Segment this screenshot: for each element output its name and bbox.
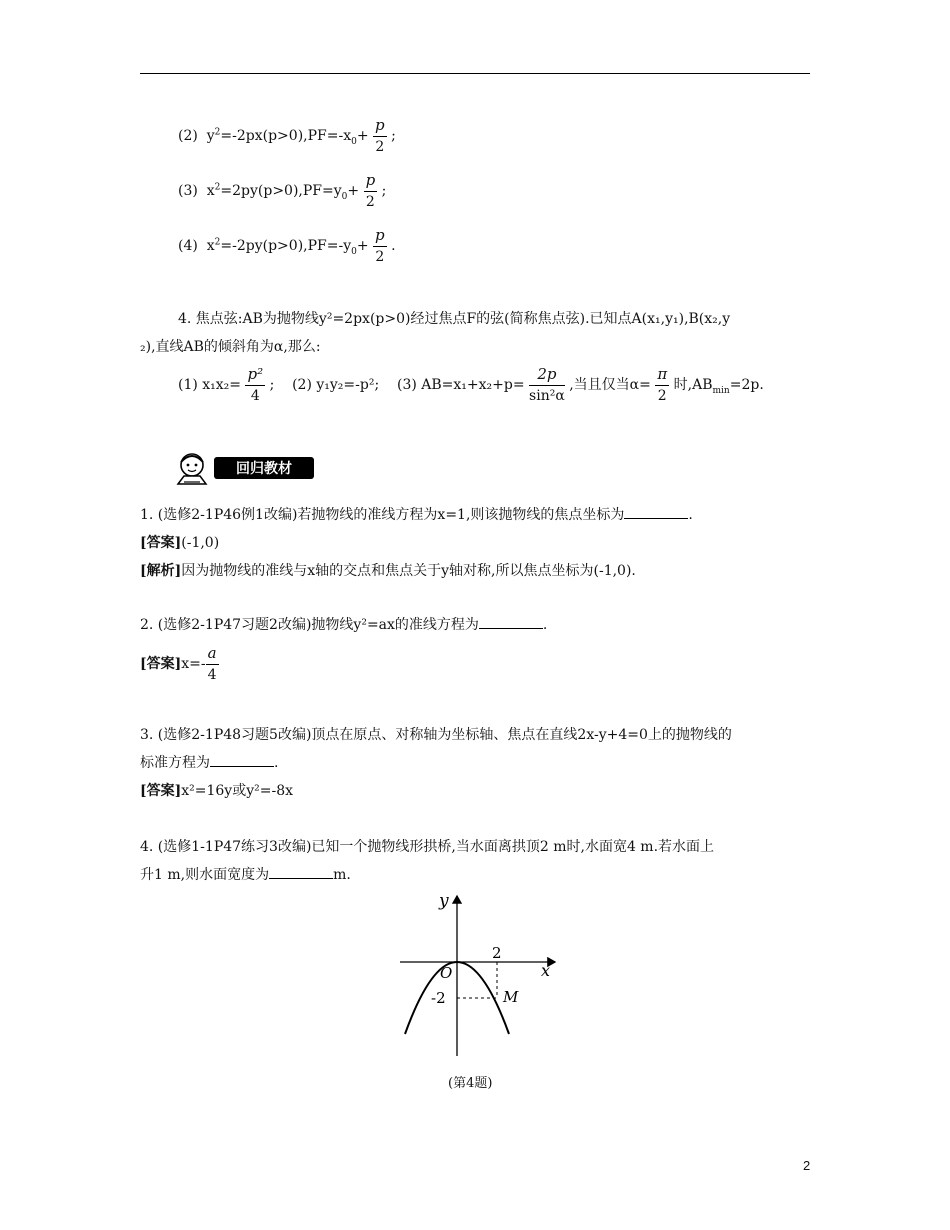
answer-blank bbox=[479, 616, 543, 629]
origin-label: O bbox=[440, 964, 453, 982]
fraction: $\frac{p}{2}$ bbox=[375, 116, 385, 155]
fraction: $\frac{\pi}{2}$ bbox=[657, 365, 668, 404]
case-3: (3) $x^2=2py(p>0),PF=y_0+$ $\frac{p}{2}$ ; bbox=[178, 171, 387, 210]
tick-y-label: -2 bbox=[431, 989, 446, 1007]
answer-3: [答案]x²=16y或y²=-8x bbox=[140, 783, 293, 799]
problem-4-line2: 升1 m,则水面宽度为 m. bbox=[140, 867, 351, 883]
problem-3-line2: 标准方程为 . bbox=[140, 755, 279, 771]
point-m-label: M bbox=[503, 988, 519, 1006]
focal-chord-line1: 4. 焦点弦:AB为抛物线y²=2px(p>0)经过焦点F的弦(简称焦点弦).已知点A(x₁,y₁),B(x₂,y bbox=[178, 311, 731, 327]
answer-1: [答案](-1,0) bbox=[140, 535, 220, 551]
case-2: (2) $y^2=-2px(p>0),PF=-x_0+$ $\frac{p}{2}$ ; bbox=[178, 116, 396, 155]
answer-2: [答案]x=- $\frac{a}{4}$ bbox=[140, 644, 217, 683]
header-rule bbox=[140, 73, 810, 74]
answer-blank bbox=[210, 754, 274, 767]
student-icon bbox=[178, 454, 206, 484]
figure-caption: (第4题) bbox=[448, 1076, 493, 1091]
fraction: $\frac{p}{2}$ bbox=[365, 171, 376, 210]
section-badge bbox=[170, 448, 320, 492]
tick-x-label: 2 bbox=[492, 944, 502, 962]
answer-blank bbox=[269, 866, 333, 879]
fraction: $\frac{2p}{\text{sin²α}}$ bbox=[529, 365, 565, 404]
fraction: $\frac{a}{4}$ bbox=[207, 644, 217, 683]
problem-3-line1: 3. (选修2-1P48习题5改编)顶点在原点、对称轴为坐标轴、焦点在直线2x-y+4=0上的抛物线的 bbox=[140, 727, 732, 743]
page-number: 2 bbox=[803, 1158, 811, 1173]
focal-chord-items: (1) x₁x₂= $\frac{\text{p²}}{4}$ ; (2) y₁y₂=-p²; (3) AB=x₁+x₂+p= $\frac{2p}{\text{sin²α}}$ ,当且仅当α= $\frac{\pi}{2}$ 时$,AB_{min}=2p$. bbox=[178, 365, 764, 404]
parabola-figure bbox=[395, 888, 565, 1067]
fraction: $\frac{\text{p²}}{4}$ bbox=[247, 365, 264, 404]
answer-blank bbox=[624, 506, 688, 519]
svg-text:回归教材: 回归教材 bbox=[236, 461, 292, 477]
problem-1: 1. (选修2-1P46例1改编)若抛物线的准线方程为x=1,则该抛物线的焦点坐标为 . bbox=[140, 507, 693, 523]
focal-chord-line2: ₂),直线AB的倾斜角为α,那么: bbox=[140, 339, 321, 355]
case-4: (4) $x^2=-2py(p>0),PF=-y_0+$ $\frac{p}{2}$ . bbox=[178, 226, 396, 265]
solution-1: [解析]因为抛物线的准线与x轴的交点和焦点关于y轴对称,所以焦点坐标为(-1,0). bbox=[140, 563, 636, 579]
y-axis-label: y bbox=[439, 891, 449, 911]
fraction: $\frac{p}{2}$ bbox=[375, 226, 385, 265]
x-axis-label: x bbox=[541, 961, 551, 980]
problem-2: 2. (选修2-1P47习题2改编)抛物线y²=ax的准线方程为 . bbox=[140, 617, 548, 633]
problem-4-line1: 4. (选修1-1P47练习3改编)已知一个抛物线形拱桥,当水面离拱顶2 m时,水面宽4 m.若水面上 bbox=[140, 839, 715, 855]
